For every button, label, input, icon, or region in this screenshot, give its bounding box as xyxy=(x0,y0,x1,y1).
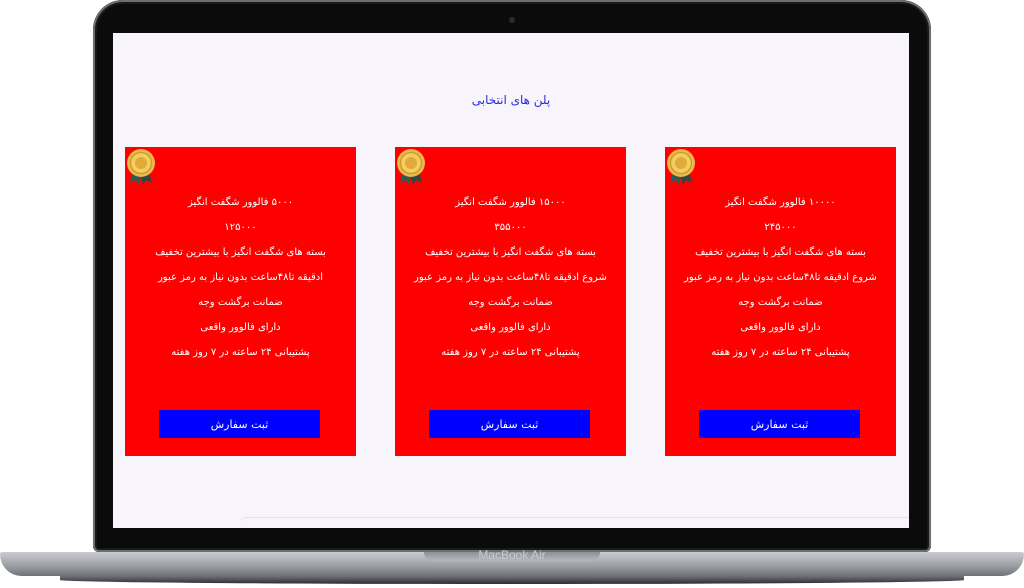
plan-feature: پشتیبانی ۲۴ ساعته در ۷ روز هفته xyxy=(171,347,310,358)
device-label: MacBook Air xyxy=(478,548,546,562)
plan-feature: دارای فالوور واقعی xyxy=(200,322,281,333)
plan-feature: پشتیبانی ۲۴ ساعته در ۷ روز هفته xyxy=(441,347,580,358)
laptop-foot xyxy=(60,576,964,584)
plan-feature: بسته های شگفت انگیز با بیشترین تخفیف xyxy=(425,247,596,258)
plan-price: ۱۲۵۰۰۰ xyxy=(224,222,257,233)
plan-feature: ضمانت برگشت وجه xyxy=(468,297,553,308)
plan-feature: پشتیبانی ۲۴ ساعته در ۷ روز هفته xyxy=(711,347,850,358)
plan-title: ۵۰۰۰ فالوور شگفت انگیز xyxy=(187,197,294,208)
plan-feature: دارای فالوور واقعی xyxy=(740,322,821,333)
plan-card-15000 xyxy=(395,147,626,456)
screen xyxy=(113,33,909,528)
camera-icon xyxy=(509,17,515,23)
plan-feature: شروع ادقیقه تا۴۸ساعت بدون نیاز به رمز عبور xyxy=(414,272,607,283)
plan-card-5000 xyxy=(125,147,356,456)
screen-divider xyxy=(239,517,909,526)
plan-card-10000 xyxy=(665,147,896,456)
plan-title: ۱۵۰۰۰ فالوور شگفت انگیز xyxy=(455,197,566,208)
plan-price: ۲۴۵۰۰۰ xyxy=(764,222,797,233)
plan-feature: شروع ادقیقه تا۴۸ساعت بدون نیاز به رمز عبور xyxy=(684,272,877,283)
plan-feature: بسته های شگفت انگیز با بیشترین تخفیف xyxy=(695,247,866,258)
plan-feature: ضمانت برگشت وجه xyxy=(738,297,823,308)
page-title: پلن های انتخابی xyxy=(471,93,551,107)
plan-price: ۳۵۵۰۰۰ xyxy=(494,222,527,233)
plan-feature: ضمانت برگشت وجه xyxy=(198,297,283,308)
plan-feature: بسته های شگفت انگیز با بیشترین تخفیف xyxy=(155,247,326,258)
plan-title: ۱۰۰۰۰ فالوور شگفت انگیز xyxy=(725,197,836,208)
medal-icon xyxy=(665,147,697,187)
order-button[interactable]: ثبت سفارش xyxy=(429,410,590,438)
medal-icon xyxy=(125,147,157,187)
plan-feature: ادقیقه تا۴۸ساعت بدون نیاز به رمز عبور xyxy=(157,272,324,283)
order-button[interactable]: ثبت سفارش xyxy=(159,410,320,438)
plan-feature: دارای فالوور واقعی xyxy=(470,322,551,333)
order-button[interactable]: ثبت سفارش xyxy=(699,410,860,438)
medal-icon xyxy=(395,147,427,187)
